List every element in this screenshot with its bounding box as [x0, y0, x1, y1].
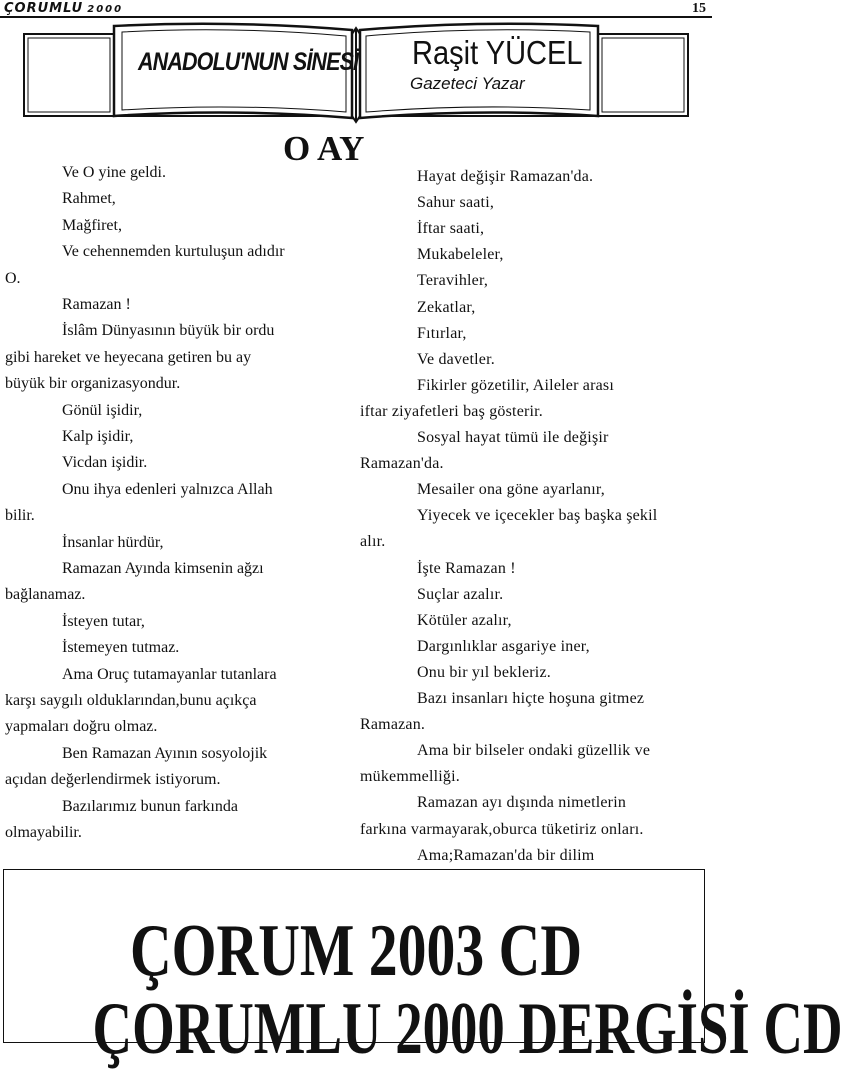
page-number: 15	[692, 1, 706, 16]
article-line: İnsanlar hürdür,	[62, 533, 164, 551]
article-line: Ramazan'da.	[360, 455, 444, 473]
author-role: Gazeteci Yazar	[410, 74, 525, 93]
article-line: Ama;Ramazan'da bir dilim	[417, 846, 595, 864]
article-line: Yiyecek ve içecekler baş başka şekil	[417, 507, 658, 525]
article-line: Sosyal hayat tümü ile değişir	[417, 429, 609, 446]
author-name: Raşit YÜCEL	[412, 34, 583, 71]
article-line: Mukabeleler,	[417, 246, 504, 264]
article-line: Dargınlıklar asgariye iner,	[417, 637, 590, 655]
article-line: bilir.	[5, 507, 35, 525]
article-line: Kalp işidir,	[62, 428, 134, 445]
article-line: İşte Ramazan !	[417, 559, 516, 577]
article-line: İsteyen tutar,	[62, 612, 145, 630]
promo-line-1: ÇORUM 2003 CD	[129, 910, 583, 992]
column-name: ANADOLU'NUN SİNESİ	[138, 48, 359, 76]
article-line: Ramazan.	[360, 716, 426, 734]
article-line: Kötüler azalır,	[417, 611, 512, 629]
article-line: iftar ziyafetleri baş gösterir.	[360, 402, 544, 420]
article-line: bağlanamaz.	[5, 586, 86, 604]
article-line: farkına varmayarak,oburca tüketiriz onları.	[360, 820, 644, 838]
article-title: O AY	[283, 129, 365, 168]
article-line: Bazı insanları hiçte hoşuna gitmez	[417, 690, 645, 707]
article-line: Ramazan Ayında kimsenin ağzı	[62, 560, 264, 577]
article-line: Gönül işidir,	[62, 401, 143, 419]
article-line: Hayat değişir Ramazan'da.	[417, 168, 594, 185]
article-line: Sahur saati,	[417, 194, 495, 212]
promo-line-2: ÇORUMLU 2000 DERGİSİ CD	[92, 988, 843, 1070]
article-line: Onu ihya edenleri yalnızca Allah	[62, 480, 273, 498]
article-line: büyük bir organizasyondur.	[5, 375, 181, 393]
article-line: Ama bir bilseler ondaki güzellik ve	[417, 742, 651, 760]
article-line: İstemeyen tutmaz.	[62, 639, 180, 657]
magazine-name	[4, 1, 123, 16]
article-line: O.	[5, 269, 21, 287]
article-line: Mesailer ona göne ayarlanır,	[417, 481, 605, 499]
article-line: Ve O yine geldi.	[62, 164, 166, 181]
article-line: gibi hareket ve heyecana getiren bu ay	[5, 348, 252, 366]
article-line: Vicdan işidir.	[62, 454, 148, 472]
article-line: Suçlar azalır.	[417, 585, 504, 603]
article-line: alır.	[360, 533, 386, 551]
article-line: yapmaları doğru olmaz.	[5, 718, 158, 736]
article-line: mükemmelliği.	[360, 768, 460, 786]
article-line: Fikirler gözetilir, Aileler arası	[417, 376, 615, 394]
article-line: İslâm Dünyasının büyük bir ordu	[62, 322, 275, 340]
article-line: Ve davetler.	[417, 350, 495, 368]
article-line: Bazılarımız bunun farkında	[62, 797, 238, 815]
article-line: Ama Oruç tutamayanlar tutanlara	[62, 665, 277, 683]
article-line: Mağfiret,	[62, 216, 122, 234]
article-line: Ve cehennemden kurtuluşun adıdır	[62, 243, 285, 261]
article-line: Zekatlar,	[417, 298, 476, 316]
magazine-title: ÇORUMLU	[4, 1, 84, 16]
article-line: karşı saygılı olduklarından,bunu açıkça	[5, 692, 257, 709]
article-line: açıdan değerlendirmek istiyorum.	[5, 771, 221, 789]
article-line: Rahmet,	[62, 190, 116, 208]
article-line: Teravihler,	[417, 272, 489, 290]
magazine-year: 2000	[87, 4, 124, 15]
article-line: İftar saati,	[417, 220, 485, 238]
article-line: Onu bir yıl bekleriz.	[417, 663, 551, 681]
article-line: Fıtırlar,	[417, 324, 467, 342]
article-line: Ramazan ayı dışında nimetlerin	[417, 794, 627, 812]
article-line: Ramazan !	[62, 296, 131, 313]
article-line: Ben Ramazan Ayının sosyolojik	[62, 744, 268, 762]
article-line: olmayabilir.	[5, 824, 82, 841]
header-rule	[0, 16, 712, 18]
